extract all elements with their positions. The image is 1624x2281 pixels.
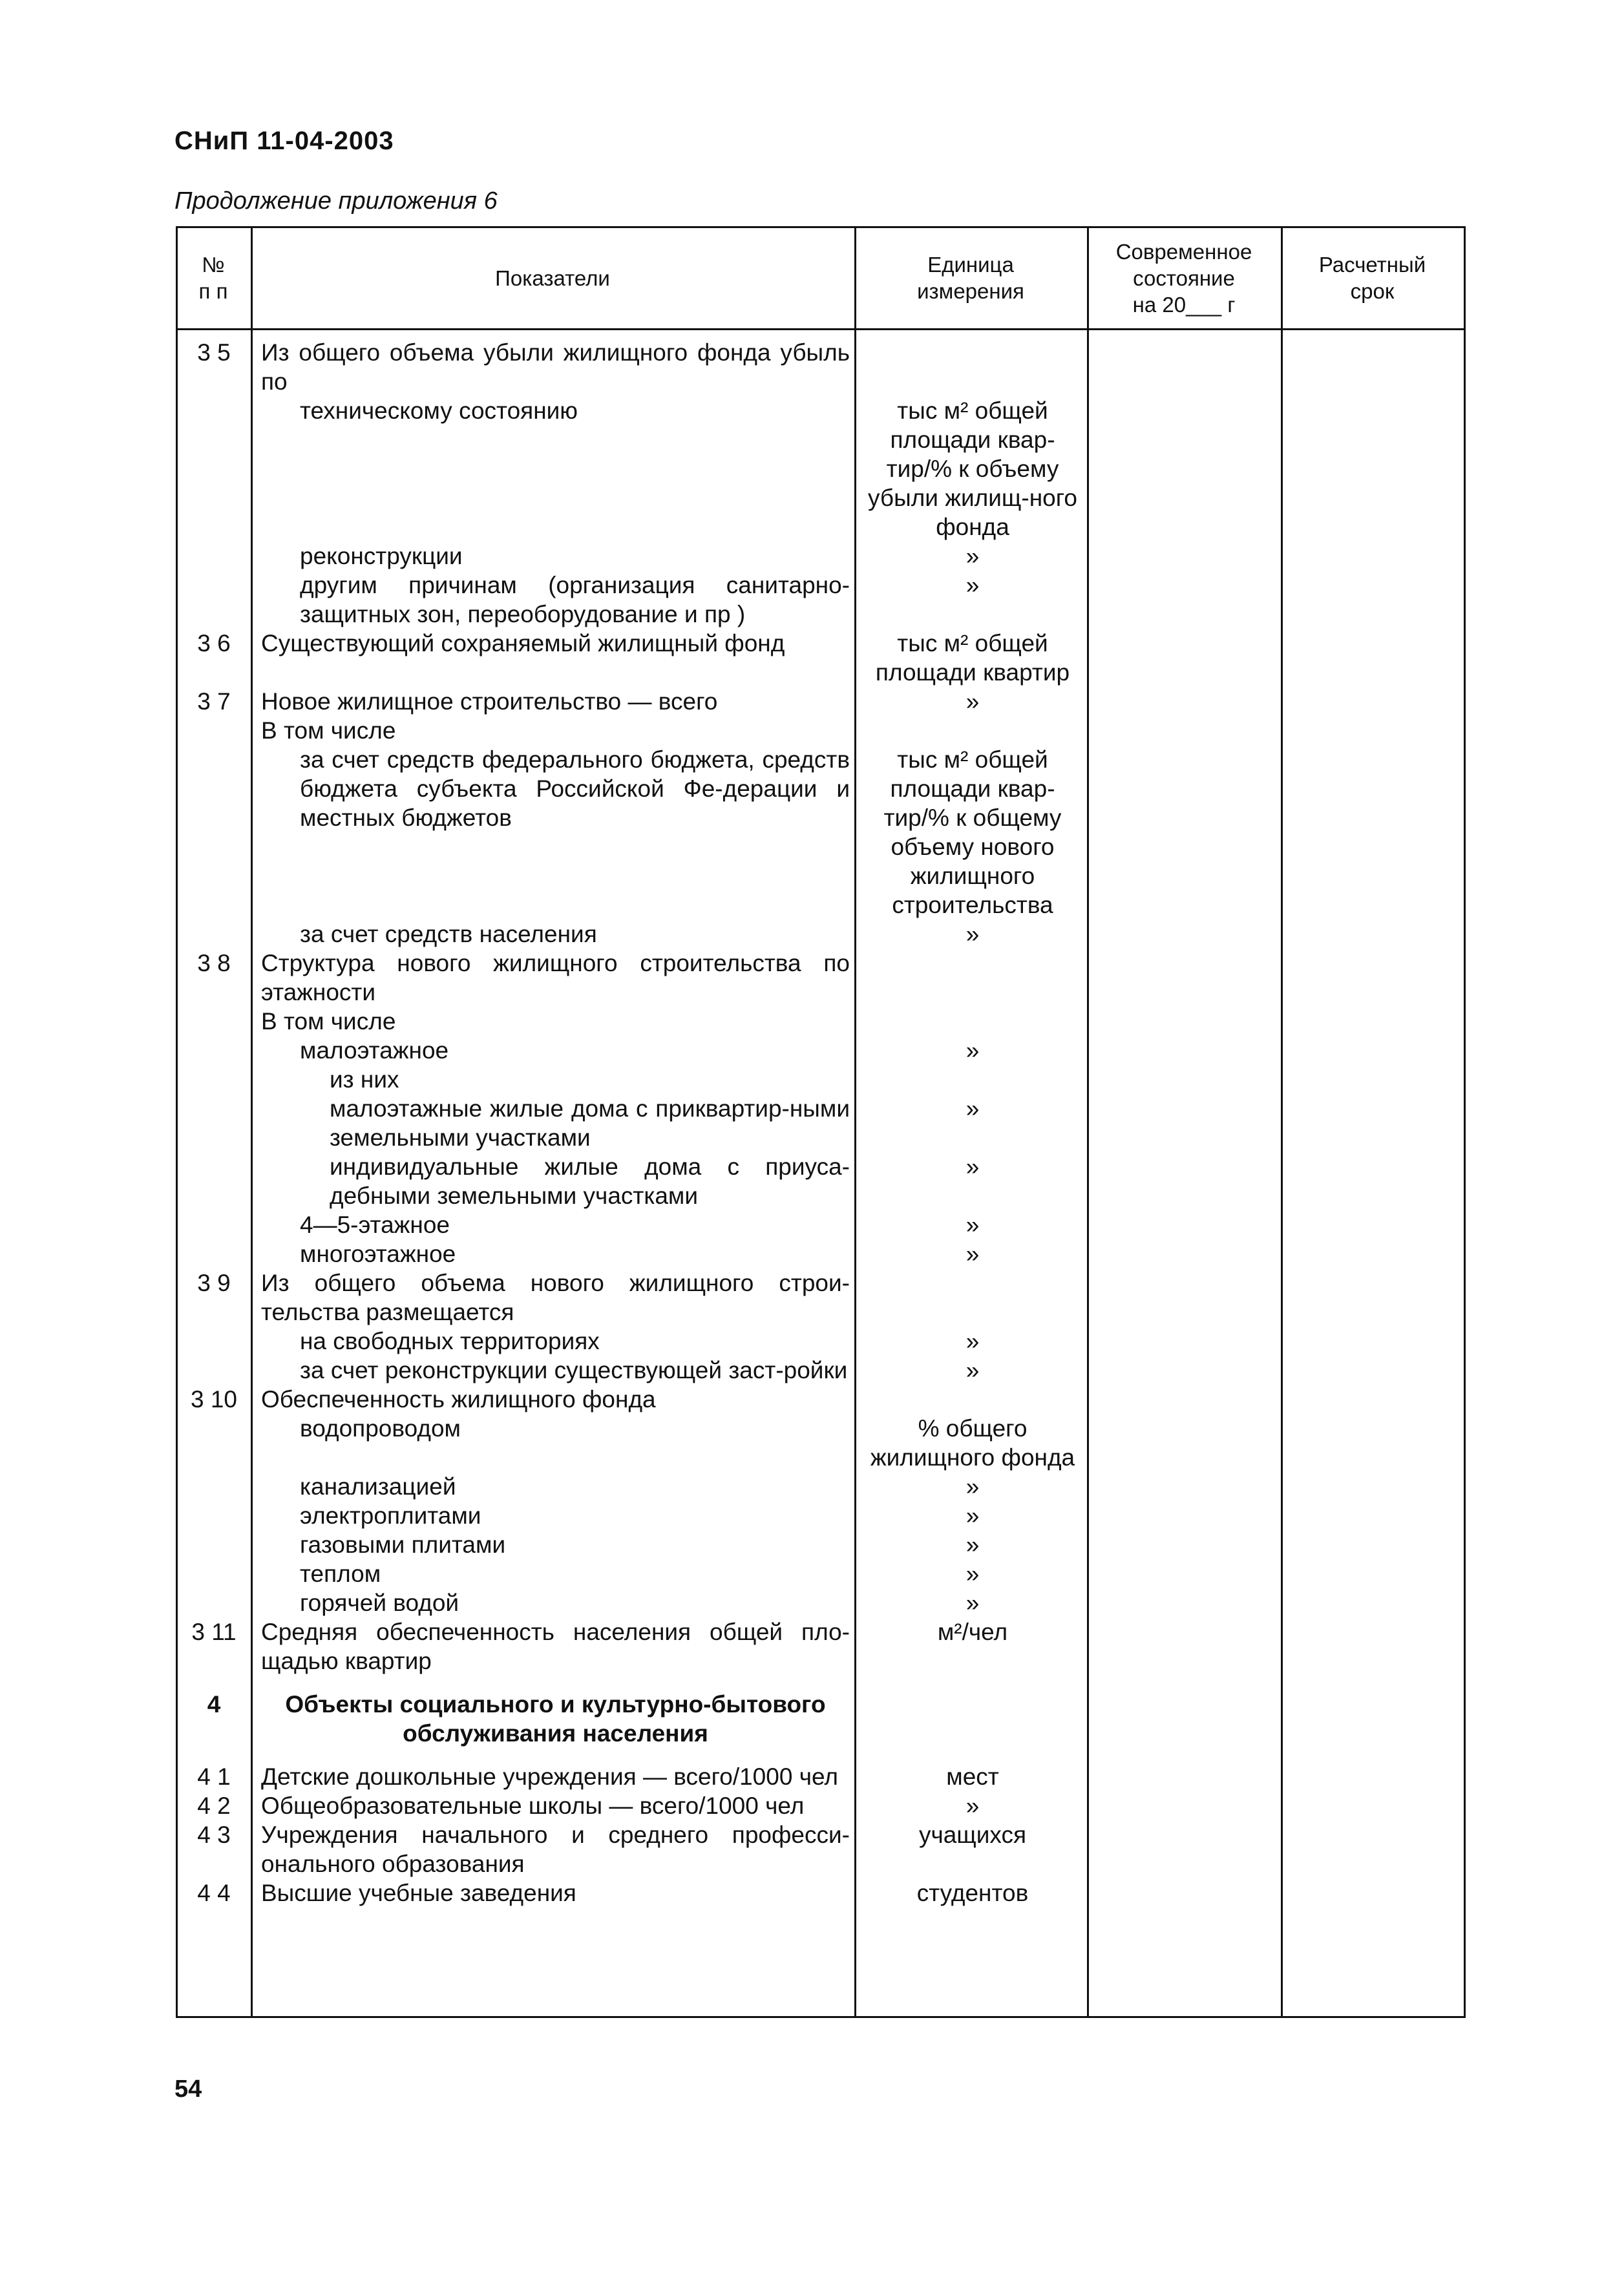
table-row bbox=[176, 1501, 1466, 1530]
row-unit: » bbox=[965, 543, 980, 569]
table-row bbox=[176, 1356, 1466, 1385]
table-row bbox=[176, 1094, 1466, 1152]
row-indicator: газовыми плитами bbox=[300, 1531, 506, 1558]
table-row bbox=[176, 1152, 1466, 1210]
table-row bbox=[176, 1036, 1466, 1065]
row-unit: » bbox=[965, 1792, 980, 1819]
table-row bbox=[176, 1530, 1466, 1559]
row-unit: » bbox=[965, 1502, 980, 1529]
row-indicator: Новое жилищное строительство — всего bbox=[261, 688, 718, 715]
row-indicator: горячей водой bbox=[300, 1590, 459, 1616]
row-unit: » bbox=[965, 1531, 980, 1558]
table-row bbox=[176, 1791, 1466, 1820]
row-number: 3 8 bbox=[197, 950, 231, 976]
row-indicator: Из общего объема нового жилищного строи-тельства размещается bbox=[261, 1270, 850, 1325]
page-number: 54 bbox=[174, 2076, 202, 2103]
table-row bbox=[176, 1327, 1466, 1356]
table-body bbox=[176, 338, 1466, 1908]
row-indicator: Из общего объема убыли жилищного фонда убыль по bbox=[261, 339, 850, 395]
table-bottom-border bbox=[176, 2016, 1466, 2018]
row-indicator: многоэтажное bbox=[300, 1241, 456, 1267]
row-indicator: Общеобразовательные школы — всего/1000 чел bbox=[261, 1792, 805, 1819]
row-unit: студентов bbox=[916, 1880, 1029, 1906]
row-indicator: техническому состоянию bbox=[300, 397, 578, 424]
row-number: 3 9 bbox=[197, 1270, 231, 1296]
table-row bbox=[176, 1007, 1466, 1036]
row-indicator: малоэтажные жилые дома с приквартир-ными земельными участками bbox=[330, 1095, 850, 1151]
header-num bbox=[176, 226, 251, 330]
row-number: 3 10 bbox=[190, 1386, 237, 1413]
row-indicator: за счет средств федерального бюджета, средств бюджета субъекта Российской Фе-дерации и местных бюджетов bbox=[300, 746, 850, 831]
table-row bbox=[176, 1685, 1466, 1753]
table-row bbox=[176, 1878, 1466, 1908]
row-indicator: электроплитами bbox=[300, 1502, 481, 1529]
header-calc-period bbox=[1281, 226, 1464, 330]
row-number: 4 4 bbox=[197, 1880, 231, 1906]
table-row bbox=[176, 338, 1466, 396]
row-unit: » bbox=[965, 1590, 980, 1616]
row-unit: мест bbox=[946, 1763, 999, 1790]
row-indicator: на свободных территориях bbox=[300, 1328, 600, 1354]
table-row bbox=[176, 1820, 1466, 1878]
header-current-state bbox=[1087, 226, 1281, 330]
header-num-line: п п bbox=[198, 279, 228, 303]
document-subtitle: Продолжение приложения 6 bbox=[174, 187, 498, 215]
row-unit: тыс м² общей площади квар-тир/% к общему объему нового жилищного строительства bbox=[883, 746, 1062, 918]
table-row bbox=[176, 920, 1466, 949]
header-current-line: на 20___ г bbox=[1132, 292, 1236, 317]
row-unit: тыс м² общей площади квар-тир/% к объему убыли жилищ-ного фонда bbox=[868, 397, 1077, 540]
row-indicator: Обеспеченность жилищного фонда bbox=[261, 1386, 656, 1413]
header-unit bbox=[854, 226, 1087, 330]
row-indicator: за счет средств населения bbox=[300, 921, 597, 947]
table-row bbox=[176, 745, 1466, 920]
row-unit: » bbox=[965, 1095, 980, 1122]
row-unit: тыс м² общей площади квартир bbox=[875, 630, 1070, 686]
row-indicator: Существующий сохраняемый жилищный фонд bbox=[261, 630, 785, 657]
row-indicator: Средняя обеспеченность населения общей пло-щадью квартир bbox=[261, 1619, 850, 1674]
table-row bbox=[176, 716, 1466, 745]
row-unit: » bbox=[965, 1328, 980, 1354]
row-unit: учащихся bbox=[918, 1822, 1027, 1848]
row-indicator: В том числе bbox=[261, 717, 396, 744]
row-unit: » bbox=[965, 572, 980, 598]
row-number: 4 bbox=[207, 1691, 221, 1718]
header-current-line: состояние bbox=[1133, 266, 1235, 290]
row-indicator: канализацией bbox=[300, 1473, 456, 1500]
table-row bbox=[176, 1065, 1466, 1094]
table-row bbox=[176, 1762, 1466, 1791]
row-indicator: другим причинам (организация санитарно-защитных зон, переоборудование и пр ) bbox=[300, 572, 850, 627]
row-indicator: Высшие учебные заведения bbox=[261, 1880, 576, 1906]
table-row bbox=[176, 1385, 1466, 1414]
row-indicator: индивидуальные жилые дома с приуса-дебными земельными участками bbox=[330, 1153, 850, 1209]
row-number: 3 11 bbox=[191, 1619, 237, 1645]
table-row bbox=[176, 396, 1466, 541]
row-indicator: В том числе bbox=[261, 1008, 396, 1035]
row-indicator: Структура нового жилищного строительства по этажности bbox=[261, 950, 850, 1005]
row-indicator: 4—5-этажное bbox=[300, 1212, 450, 1238]
row-number: 3 6 bbox=[197, 630, 231, 657]
row-unit: » bbox=[965, 921, 980, 947]
table-row bbox=[176, 1239, 1466, 1268]
header-current-line: Современное bbox=[1115, 239, 1252, 264]
header-calc-line: срок bbox=[1350, 279, 1395, 303]
table-row bbox=[176, 687, 1466, 716]
row-unit: » bbox=[965, 1212, 980, 1238]
row-indicator: Детские дошкольные учреждения — всего/1000 чел bbox=[261, 1763, 838, 1790]
row-unit: » bbox=[965, 1561, 980, 1587]
table-row bbox=[176, 1414, 1466, 1472]
row-number: 3 5 bbox=[197, 339, 231, 366]
row-indicator: из них bbox=[330, 1066, 399, 1093]
table-row bbox=[176, 1588, 1466, 1617]
row-indicator: реконструкции bbox=[300, 543, 463, 569]
row-unit: м²/чел bbox=[937, 1619, 1008, 1645]
row-unit: » bbox=[965, 1473, 980, 1500]
row-unit: » bbox=[965, 1357, 980, 1383]
row-unit: » bbox=[965, 1241, 980, 1267]
row-number: 3 7 bbox=[197, 688, 231, 715]
row-number: 4 2 bbox=[197, 1792, 231, 1819]
row-unit: » bbox=[965, 1037, 980, 1064]
table-row bbox=[176, 1268, 1466, 1327]
header-unit-line: Единица bbox=[927, 253, 1014, 277]
header-unit-line: измерения bbox=[917, 279, 1024, 303]
row-number: 4 3 bbox=[197, 1822, 231, 1848]
table-row bbox=[176, 1617, 1466, 1676]
table-row bbox=[176, 949, 1466, 1007]
table-row bbox=[176, 629, 1466, 687]
table-row bbox=[176, 1559, 1466, 1588]
indicators-table bbox=[176, 226, 1466, 2018]
row-indicator: за счет реконструкции существующей заст-ройки bbox=[300, 1357, 848, 1383]
row-indicator: малоэтажное bbox=[300, 1037, 449, 1064]
row-unit: » bbox=[965, 1153, 980, 1180]
row-indicator: Учреждения начального и среднего професси-онального образования bbox=[261, 1822, 850, 1877]
row-indicator: теплом bbox=[300, 1561, 381, 1587]
table-row bbox=[176, 1472, 1466, 1501]
row-indicator: Объекты социального и культурно-бытового обслуживания населения bbox=[285, 1691, 826, 1747]
header-calc-line: Расчетный bbox=[1318, 253, 1426, 277]
row-number: 4 1 bbox=[197, 1763, 231, 1790]
header-num-line: № bbox=[202, 253, 225, 277]
table-row bbox=[176, 541, 1466, 571]
table-row bbox=[176, 571, 1466, 629]
row-unit: % общего жилищного фонда bbox=[870, 1415, 1075, 1471]
header-indicators: Показатели bbox=[495, 266, 610, 290]
document-code: СНиП 11-04-2003 bbox=[174, 127, 394, 155]
row-unit: » bbox=[965, 688, 980, 715]
table-row bbox=[176, 1210, 1466, 1239]
row-indicator: водопроводом bbox=[300, 1415, 461, 1442]
